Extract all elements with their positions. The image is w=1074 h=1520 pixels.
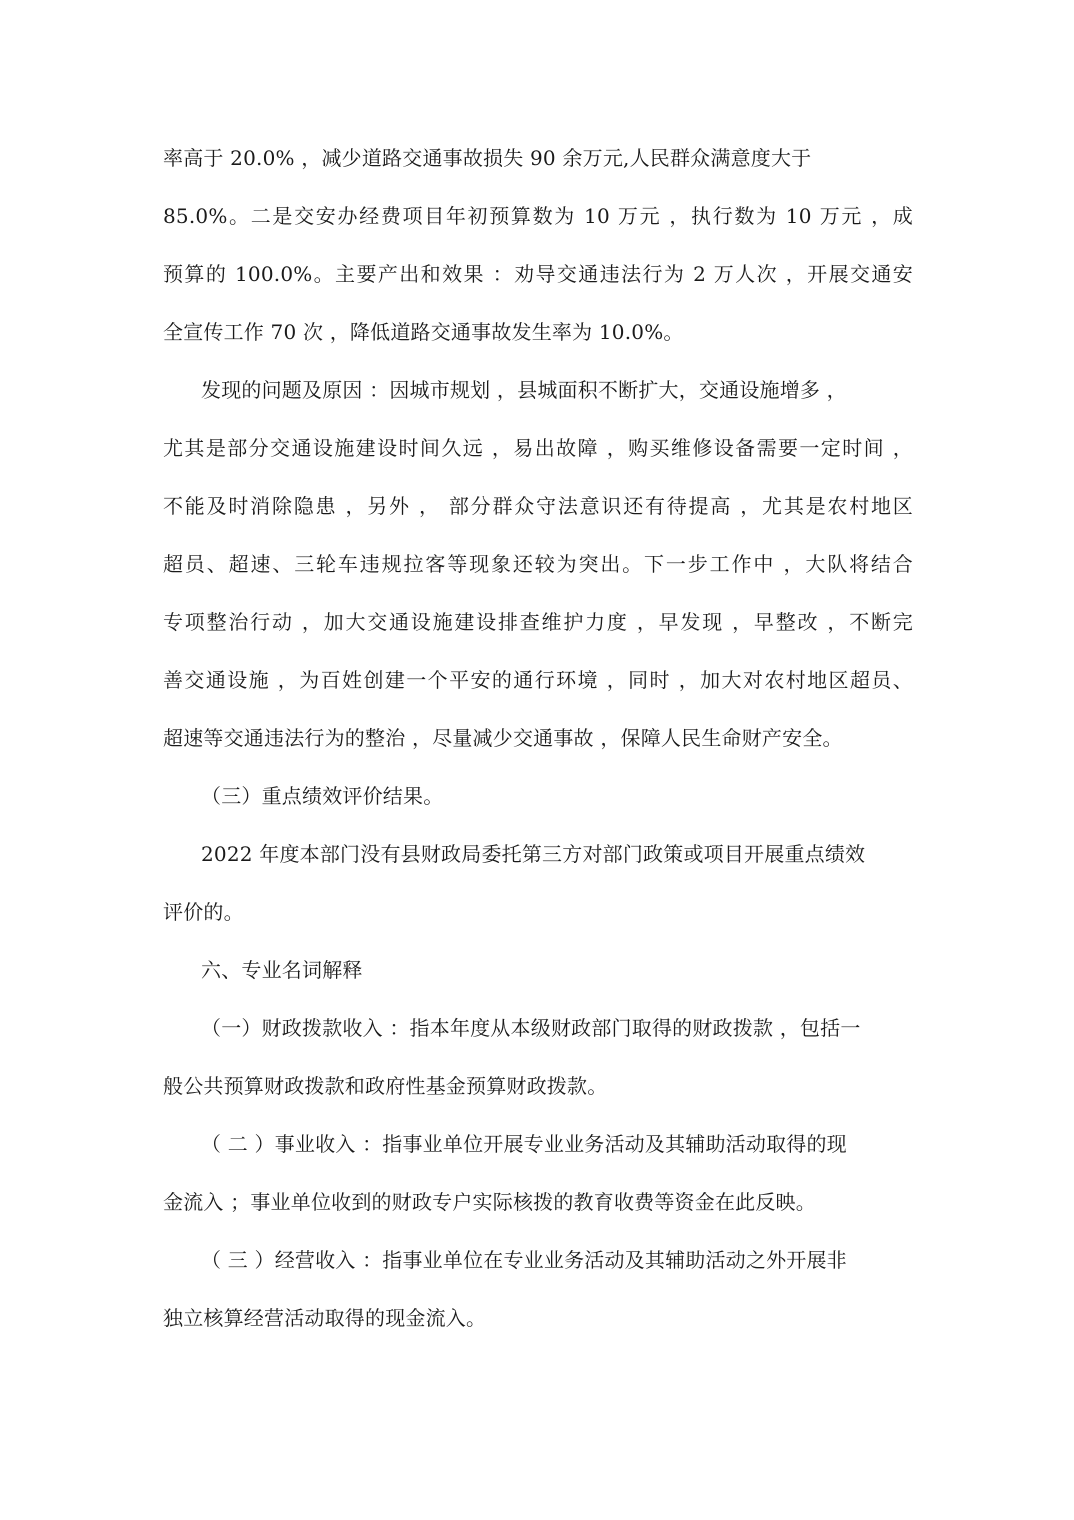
text-line: 专项整治行动 ，加大交通设施建设排查维护力度 ，早发现 ，早整改 ，不断完	[163, 610, 913, 634]
text-line: 85.0%。二是交安办经费项目年初预算数为 10 万元 ，执行数为 10 万元 ，成	[163, 204, 913, 228]
section-heading: （三）重点绩效评价结果。	[201, 784, 444, 808]
text-line: 超速等交通违法行为的整治 ，尽量减少交通事故 ，保障人民生命财产安全。	[163, 726, 843, 750]
paragraph-start-line: （一）财政拨款收入 ：指本年度从本级财政部门取得的财政拨款 ，包括一	[201, 1016, 861, 1040]
text-line: 全宣传工作 70 次 ，降低道路交通事故发生率为 10.0%。	[163, 320, 684, 344]
text-line: 率高于 20.0% ，减少道路交通事故损失 90 余万元,人民群众满意度大于	[163, 146, 812, 170]
text-line: 不能及时消除隐患 ，另外 ， 部分群众守法意识还有待提高 ，尤其是农村地区	[163, 494, 913, 518]
text-line: 般公共预算财政拨款和政府性基金预算财政拨款。	[163, 1074, 608, 1098]
text-line: 评价的。	[163, 900, 244, 924]
text-line: 独立核算经营活动取得的现金流入。	[163, 1306, 487, 1330]
paragraph-start-line: 2022 年度本部门没有县财政局委托第三方对部门政策或项目开展重点绩效	[201, 842, 866, 866]
text-line: 善交通设施 ，为百姓创建一个平安的通行环境 ，同时 ，加大对农村地区超员、	[163, 668, 913, 692]
paragraph-start-line: 发现的问题及原因 ：因城市规划 ，县城面积不断扩大，交通设施增多 ，	[201, 378, 847, 402]
section-heading: 六、专业名词解释	[201, 958, 363, 982]
document-body	[163, 137, 913, 1355]
text-line: 尤其是部分交通设施建设时间久远 ，易出故障 ，购买维修设备需要一定时间 ，	[163, 436, 913, 460]
paragraph-start-line: （ 二 ）事业收入 ：指事业单位开展专业业务活动及其辅助活动取得的现	[201, 1132, 847, 1156]
text-line: 预算的 100.0%。主要产出和效果 ：劝导交通违法行为 2 万人次 ，开展交通安	[163, 262, 913, 286]
text-line: 超员、超速、三轮车违规拉客等现象还较为突出。下一步工作中 ，大队将结合	[163, 552, 913, 576]
paragraph-start-line: （ 三 ）经营收入 ：指事业单位在专业业务活动及其辅助活动之外开展非	[201, 1248, 847, 1272]
text-line: 金流入 ；事业单位收到的财政专户实际核拨的教育收费等资金在此反映。	[163, 1190, 816, 1214]
